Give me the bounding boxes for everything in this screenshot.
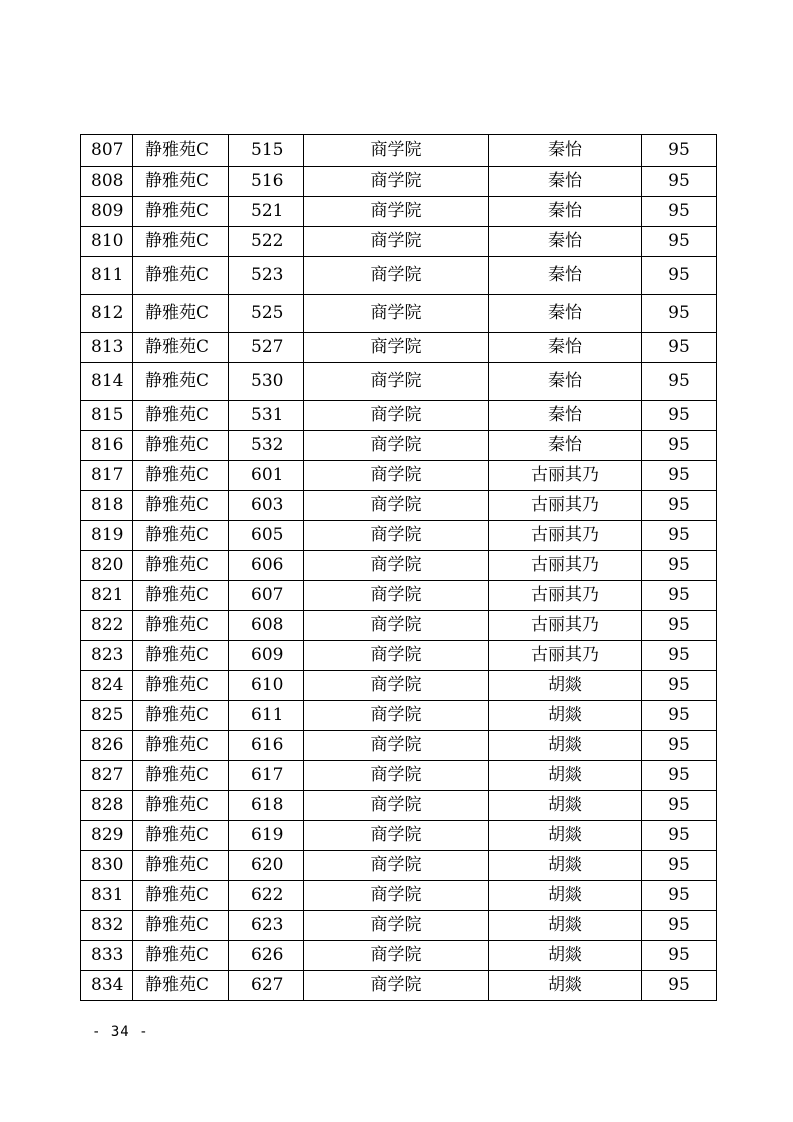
row-number-cell: 825 — [81, 701, 133, 731]
college-cell: 商学院 — [304, 257, 489, 295]
table-row — [81, 167, 717, 197]
college-cell: 商学院 — [304, 791, 489, 821]
college-cell: 商学院 — [304, 551, 489, 581]
name-cell: 胡燚 — [489, 851, 642, 881]
score-cell: 95 — [642, 431, 717, 461]
name-cell: 胡燚 — [489, 671, 642, 701]
score-cell: 95 — [642, 971, 717, 1001]
score-cell: 95 — [642, 197, 717, 227]
room-cell: 531 — [229, 401, 304, 431]
name-cell: 胡燚 — [489, 881, 642, 911]
college-cell: 商学院 — [304, 167, 489, 197]
building-cell: 静雅苑C — [133, 611, 229, 641]
name-cell: 胡燚 — [489, 731, 642, 761]
table-row — [81, 333, 717, 363]
table-row — [81, 941, 717, 971]
room-cell: 522 — [229, 227, 304, 257]
name-cell: 古丽其乃 — [489, 551, 642, 581]
table-row — [81, 881, 717, 911]
college-cell: 商学院 — [304, 881, 489, 911]
row-number-cell: 820 — [81, 551, 133, 581]
college-cell: 商学院 — [304, 461, 489, 491]
table-row — [81, 197, 717, 227]
row-number-cell: 811 — [81, 257, 133, 295]
building-cell: 静雅苑C — [133, 731, 229, 761]
table-row — [81, 971, 717, 1001]
building-cell: 静雅苑C — [133, 971, 229, 1001]
score-cell: 95 — [642, 551, 717, 581]
name-cell: 秦怡 — [489, 167, 642, 197]
score-cell: 95 — [642, 791, 717, 821]
room-cell: 617 — [229, 761, 304, 791]
table-body — [81, 135, 717, 1001]
college-cell: 商学院 — [304, 521, 489, 551]
room-cell: 515 — [229, 135, 304, 167]
score-cell: 95 — [642, 671, 717, 701]
table-row — [81, 641, 717, 671]
row-number-cell: 828 — [81, 791, 133, 821]
room-cell: 525 — [229, 295, 304, 333]
room-cell: 530 — [229, 363, 304, 401]
college-cell: 商学院 — [304, 333, 489, 363]
college-cell: 商学院 — [304, 671, 489, 701]
room-cell: 622 — [229, 881, 304, 911]
table-row — [81, 911, 717, 941]
room-cell: 609 — [229, 641, 304, 671]
row-number-cell: 826 — [81, 731, 133, 761]
table-row — [81, 821, 717, 851]
college-cell: 商学院 — [304, 941, 489, 971]
room-cell: 607 — [229, 581, 304, 611]
score-cell: 95 — [642, 761, 717, 791]
building-cell: 静雅苑C — [133, 821, 229, 851]
table-row — [81, 227, 717, 257]
score-cell: 95 — [642, 135, 717, 167]
score-cell: 95 — [642, 641, 717, 671]
building-cell: 静雅苑C — [133, 363, 229, 401]
table-row — [81, 257, 717, 295]
building-cell: 静雅苑C — [133, 461, 229, 491]
name-cell: 胡燚 — [489, 761, 642, 791]
row-number-cell: 819 — [81, 521, 133, 551]
row-number-cell: 816 — [81, 431, 133, 461]
building-cell: 静雅苑C — [133, 295, 229, 333]
score-cell: 95 — [642, 701, 717, 731]
room-cell: 611 — [229, 701, 304, 731]
score-cell: 95 — [642, 521, 717, 551]
table-row — [81, 461, 717, 491]
name-cell: 古丽其乃 — [489, 461, 642, 491]
room-cell: 623 — [229, 911, 304, 941]
table-row — [81, 851, 717, 881]
name-cell: 秦怡 — [489, 333, 642, 363]
score-cell: 95 — [642, 911, 717, 941]
row-number-cell: 807 — [81, 135, 133, 167]
building-cell: 静雅苑C — [133, 581, 229, 611]
name-cell: 古丽其乃 — [489, 641, 642, 671]
building-cell: 静雅苑C — [133, 791, 229, 821]
college-cell: 商学院 — [304, 581, 489, 611]
dormitory-score-table — [80, 134, 717, 1001]
dormitory-score-table-wrapper — [80, 134, 716, 1001]
name-cell: 古丽其乃 — [489, 491, 642, 521]
row-number-cell: 831 — [81, 881, 133, 911]
table-row — [81, 363, 717, 401]
building-cell: 静雅苑C — [133, 521, 229, 551]
room-cell: 610 — [229, 671, 304, 701]
name-cell: 胡燚 — [489, 941, 642, 971]
row-number-cell: 808 — [81, 167, 133, 197]
score-cell: 95 — [642, 363, 717, 401]
building-cell: 静雅苑C — [133, 333, 229, 363]
college-cell: 商学院 — [304, 227, 489, 257]
name-cell: 胡燚 — [489, 911, 642, 941]
row-number-cell: 821 — [81, 581, 133, 611]
college-cell: 商学院 — [304, 611, 489, 641]
building-cell: 静雅苑C — [133, 671, 229, 701]
table-row — [81, 611, 717, 641]
college-cell: 商学院 — [304, 821, 489, 851]
table-row — [81, 791, 717, 821]
college-cell: 商学院 — [304, 295, 489, 333]
room-cell: 616 — [229, 731, 304, 761]
row-number-cell: 832 — [81, 911, 133, 941]
name-cell: 胡燚 — [489, 971, 642, 1001]
building-cell: 静雅苑C — [133, 197, 229, 227]
row-number-cell: 829 — [81, 821, 133, 851]
score-cell: 95 — [642, 611, 717, 641]
room-cell: 605 — [229, 521, 304, 551]
building-cell: 静雅苑C — [133, 641, 229, 671]
college-cell: 商学院 — [304, 761, 489, 791]
score-cell: 95 — [642, 227, 717, 257]
row-number-cell: 815 — [81, 401, 133, 431]
table-row — [81, 401, 717, 431]
college-cell: 商学院 — [304, 701, 489, 731]
building-cell: 静雅苑C — [133, 911, 229, 941]
row-number-cell: 810 — [81, 227, 133, 257]
name-cell: 秦怡 — [489, 431, 642, 461]
college-cell: 商学院 — [304, 197, 489, 227]
college-cell: 商学院 — [304, 851, 489, 881]
table-row — [81, 551, 717, 581]
row-number-cell: 812 — [81, 295, 133, 333]
college-cell: 商学院 — [304, 731, 489, 761]
name-cell: 秦怡 — [489, 295, 642, 333]
row-number-cell: 818 — [81, 491, 133, 521]
row-number-cell: 823 — [81, 641, 133, 671]
room-cell: 608 — [229, 611, 304, 641]
row-number-cell: 822 — [81, 611, 133, 641]
row-number-cell: 817 — [81, 461, 133, 491]
room-cell: 532 — [229, 431, 304, 461]
room-cell: 523 — [229, 257, 304, 295]
room-cell: 516 — [229, 167, 304, 197]
room-cell: 626 — [229, 941, 304, 971]
score-cell: 95 — [642, 461, 717, 491]
table-row — [81, 761, 717, 791]
building-cell: 静雅苑C — [133, 401, 229, 431]
score-cell: 95 — [642, 581, 717, 611]
score-cell: 95 — [642, 881, 717, 911]
college-cell: 商学院 — [304, 911, 489, 941]
row-number-cell: 813 — [81, 333, 133, 363]
college-cell: 商学院 — [304, 135, 489, 167]
row-number-cell: 814 — [81, 363, 133, 401]
building-cell: 静雅苑C — [133, 881, 229, 911]
name-cell: 古丽其乃 — [489, 611, 642, 641]
table-row — [81, 581, 717, 611]
building-cell: 静雅苑C — [133, 135, 229, 167]
score-cell: 95 — [642, 257, 717, 295]
name-cell: 胡燚 — [489, 701, 642, 731]
score-cell: 95 — [642, 941, 717, 971]
college-cell: 商学院 — [304, 431, 489, 461]
row-number-cell: 833 — [81, 941, 133, 971]
college-cell: 商学院 — [304, 401, 489, 431]
table-row — [81, 491, 717, 521]
name-cell: 古丽其乃 — [489, 521, 642, 551]
name-cell: 古丽其乃 — [489, 581, 642, 611]
name-cell: 秦怡 — [489, 401, 642, 431]
name-cell: 胡燚 — [489, 821, 642, 851]
name-cell: 秦怡 — [489, 135, 642, 167]
row-number-cell: 834 — [81, 971, 133, 1001]
table-row — [81, 731, 717, 761]
room-cell: 601 — [229, 461, 304, 491]
college-cell: 商学院 — [304, 491, 489, 521]
table-row — [81, 521, 717, 551]
score-cell: 95 — [642, 731, 717, 761]
name-cell: 秦怡 — [489, 363, 642, 401]
page-number: - 34 - — [92, 1024, 149, 1040]
score-cell: 95 — [642, 333, 717, 363]
table-row — [81, 701, 717, 731]
score-cell: 95 — [642, 821, 717, 851]
score-cell: 95 — [642, 851, 717, 881]
name-cell: 秦怡 — [489, 197, 642, 227]
score-cell: 95 — [642, 401, 717, 431]
building-cell: 静雅苑C — [133, 761, 229, 791]
name-cell: 秦怡 — [489, 227, 642, 257]
building-cell: 静雅苑C — [133, 431, 229, 461]
college-cell: 商学院 — [304, 641, 489, 671]
table-row — [81, 671, 717, 701]
row-number-cell: 824 — [81, 671, 133, 701]
room-cell: 620 — [229, 851, 304, 881]
building-cell: 静雅苑C — [133, 167, 229, 197]
table-row — [81, 295, 717, 333]
building-cell: 静雅苑C — [133, 491, 229, 521]
table-row — [81, 135, 717, 167]
room-cell: 527 — [229, 333, 304, 363]
room-cell: 606 — [229, 551, 304, 581]
college-cell: 商学院 — [304, 971, 489, 1001]
score-cell: 95 — [642, 167, 717, 197]
name-cell: 秦怡 — [489, 257, 642, 295]
building-cell: 静雅苑C — [133, 851, 229, 881]
building-cell: 静雅苑C — [133, 257, 229, 295]
row-number-cell: 809 — [81, 197, 133, 227]
building-cell: 静雅苑C — [133, 701, 229, 731]
building-cell: 静雅苑C — [133, 551, 229, 581]
room-cell: 619 — [229, 821, 304, 851]
row-number-cell: 830 — [81, 851, 133, 881]
building-cell: 静雅苑C — [133, 941, 229, 971]
college-cell: 商学院 — [304, 363, 489, 401]
room-cell: 618 — [229, 791, 304, 821]
table-row — [81, 431, 717, 461]
row-number-cell: 827 — [81, 761, 133, 791]
score-cell: 95 — [642, 491, 717, 521]
room-cell: 627 — [229, 971, 304, 1001]
score-cell: 95 — [642, 295, 717, 333]
room-cell: 603 — [229, 491, 304, 521]
name-cell: 胡燚 — [489, 791, 642, 821]
building-cell: 静雅苑C — [133, 227, 229, 257]
room-cell: 521 — [229, 197, 304, 227]
